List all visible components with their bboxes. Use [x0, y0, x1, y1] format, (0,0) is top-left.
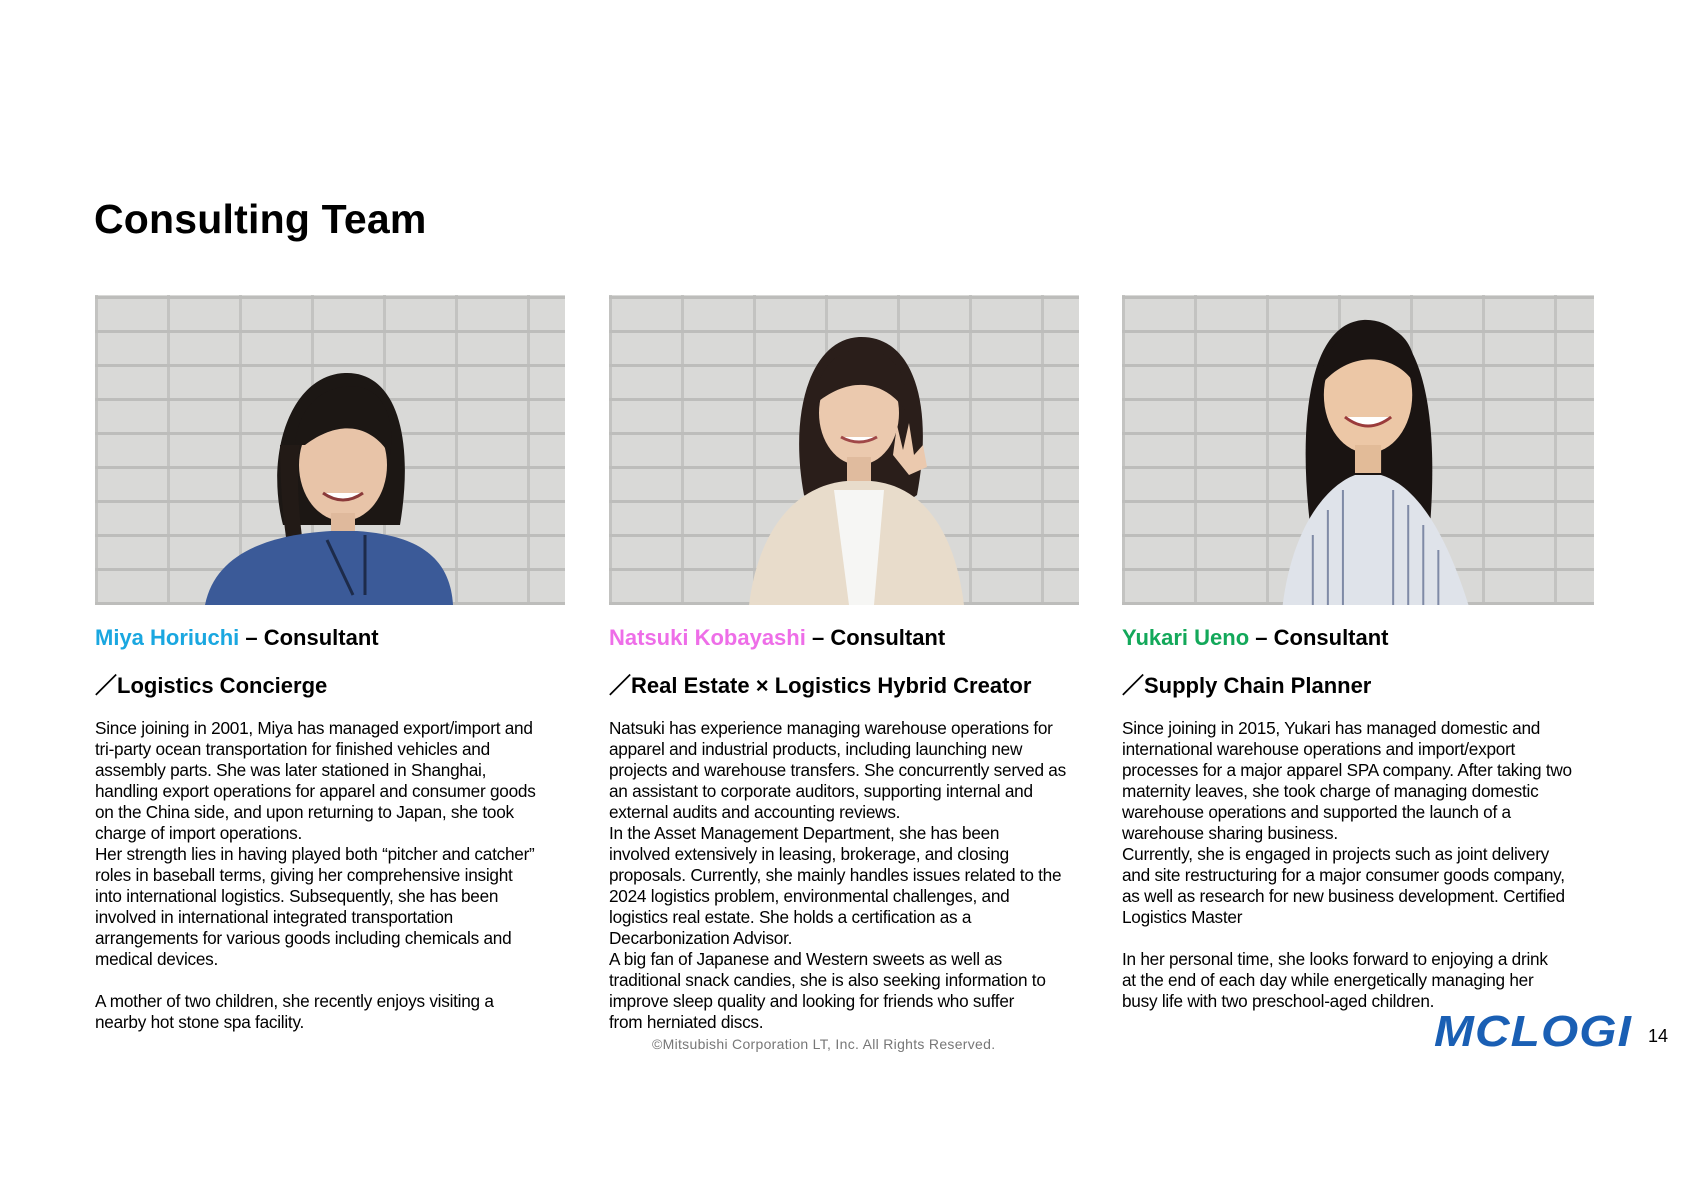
name-separator: – [239, 625, 264, 650]
page-number: 14 [1648, 1026, 1669, 1046]
team-member-card [1122, 295, 1594, 1012]
member-title: Consultant [263, 625, 379, 650]
member-name: Natsuki Kobayashi [609, 625, 806, 650]
name-separator: – [805, 625, 831, 650]
member-role: ／Real Estate × Logistics Hybrid Creator [609, 673, 1032, 698]
member-name: Yukari Ueno [1122, 625, 1250, 650]
person-photo-icon [1122, 295, 1594, 605]
person-photo-icon [609, 295, 1079, 605]
page-title: Consulting Team [94, 196, 427, 242]
member-heading [609, 625, 1079, 651]
member-bio: Since joining in 2001, Miya has managed export/import and tri-party ocean transportation for finished vehicles and assembly parts. She was later stationed in Shanghai, handling export operations for apparel and consumer goods on the China side, and upon returning to Japan, she took charge of import operations. Her strength lies in having played both “pitcher and catcher” roles in baseball terms, giving her comprehensive insight into international logistics. Subsequently, she has been involved in international integrated transportation arrangements for various goods including chemicals and medical devices. A mother of two children, she recently enjoys visiting a nearby hot stone spa facility. [95, 718, 536, 1032]
mclogi-logo [1432, 1008, 1637, 1052]
copyright-notice: ©Mitsubishi Corporation LT, Inc. All Rights Reserved. [652, 1036, 996, 1052]
member-heading [95, 625, 565, 651]
member-photo [609, 295, 1079, 605]
team-member-card [95, 295, 565, 1033]
member-role: ／Supply Chain Planner [1122, 673, 1372, 698]
team-member-card [609, 295, 1079, 1033]
person-photo-icon [95, 295, 565, 605]
member-photo [95, 295, 565, 605]
member-bio: Natsuki has experience managing warehouse operations for apparel and industrial products, including launching new projects and warehouse transfers. She concurrently served as an assistant to corporate auditors, supporting internal and external audits and accounting reviews. In the Asset Management Department, she has been involved extensively in leasing, brokerage, and closing proposals. Currently, she mainly handles issues related to the 2024 logistics problem, environmental challenges, and logistics real estate. She holds a certification as a Decarbonization Advisor. A big fan of Japanese and Western sweets as well as traditional snack candies, she is also seeking information to improve sleep quality and looking for friends who suffer from herniated discs. [609, 718, 1066, 1032]
member-photo [1122, 295, 1594, 605]
name-separator: – [1249, 625, 1274, 650]
logo-text: MCLOGI [1434, 1008, 1632, 1052]
member-role: ／Logistics Concierge [95, 673, 328, 698]
member-title: Consultant [830, 625, 946, 650]
member-heading [1122, 625, 1594, 651]
member-name: Miya Horiuchi [95, 625, 240, 650]
member-bio: Since joining in 2015, Yukari has managed domestic and international warehouse operations and import/export processes for a major apparel SPA company. After taking two maternity leaves, she took charge of managing domestic warehouse operations and supported the launch of a warehouse sharing business. Currently, she is engaged in projects such as joint delivery and site restructuring for a major consumer goods company, as well as research for new business development. Certified Logistics Master In her personal time, she looks forward to enjoying a drink at the end of each day while energetically managing her busy life with two preschool-aged children. [1122, 718, 1572, 1011]
member-title: Consultant [1273, 625, 1389, 650]
